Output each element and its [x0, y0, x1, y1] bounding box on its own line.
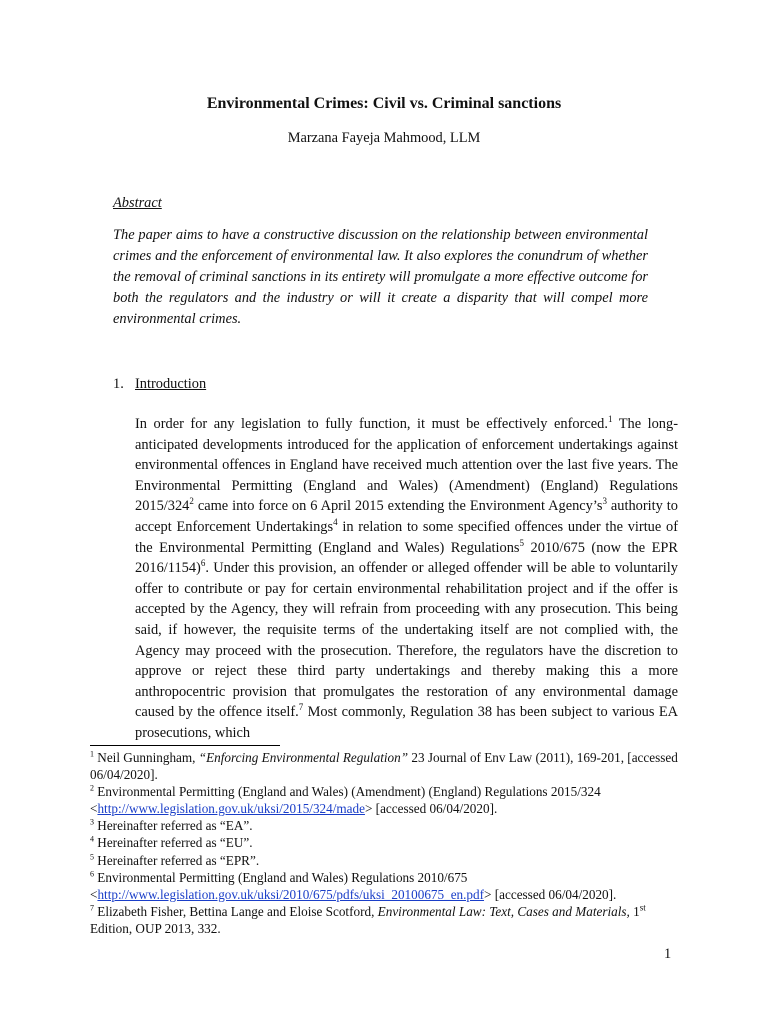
body-text-segment: Most commonly, Regulation 38 has been subject to various EA prosecutions, which [135, 704, 678, 741]
footnote-text: > [accessed 06/04/2020]. [484, 886, 617, 902]
footnote-text: Neil Gunningham, [94, 750, 199, 765]
introduction-paragraph [135, 414, 678, 744]
section-heading [113, 374, 206, 394]
ordinal-suffix: st [639, 902, 646, 913]
footnote-text: Hereinafter referred as “EA”. [94, 818, 253, 834]
footnote-mark: 6 [90, 869, 94, 879]
footnote-link[interactable]: http://www.legislation.gov.uk/uksi/2015/324/made [97, 801, 365, 817]
footnote-ref[interactable]: 2 [189, 496, 194, 507]
footnote-mark: 1 [90, 749, 94, 759]
body-text-segment: came into force on 6 April 2015 extending the Environment Agency’s [193, 498, 603, 515]
body-text-segment: 2010/675 (now the EPR 2016/1154) [135, 539, 679, 577]
footnote-mark: 3 [90, 817, 94, 827]
abstract-text: The paper aims to have a constructive discussion on the relationship between environmental crimes and the enforcement of environmental law. It also explores the conundrum of whether the removal of criminal sanctions in its entirety will promulgate a more effective outcome for both the regulators and the industry or will it create a disparity that will compel more environmental crimes. [113, 227, 648, 327]
footnote-ref[interactable]: 3 [602, 496, 607, 507]
footnote-mark: 5 [90, 852, 94, 862]
footnote-ref[interactable]: 7 [298, 702, 304, 713]
page-number: 1 [664, 946, 672, 962]
footnote-2 [90, 783, 680, 817]
body-text-segment: The long-anticipated developments introduced for the application of enforcement undertakings against environmental offences in England have received much attention over the last five years. The Environmental Permitting (England and Wales) (Amendment) (England) Regulations 2015/324 [135, 416, 678, 515]
footnotes [90, 749, 680, 937]
footnote-5 [90, 852, 680, 869]
section-title: Introduction [135, 376, 207, 392]
footnote-3 [90, 817, 680, 834]
paper-title: Environmental Crimes: Civil vs. Criminal sanctions [206, 95, 562, 112]
footnote-ref[interactable]: 1 [607, 414, 613, 425]
body-text-segment: In order for any legislation to fully function, it must be effectively enforced. [135, 416, 608, 432]
footnote-mark: 4 [90, 835, 94, 845]
footnote-ref[interactable]: 5 [519, 537, 525, 548]
footnote-text: Environmental Permitting (England and Wales) Regulations 2010/675 < [90, 869, 468, 902]
footnote-ref[interactable]: 4 [333, 517, 338, 528]
footnote-text: Hereinafter referred as “EU”. [94, 835, 253, 851]
body-text-segment: authority to accept Enforcement Undertakings [135, 498, 678, 535]
footnote-text: Edition, OUP 2013, 332. [90, 920, 221, 936]
footnote-ref[interactable]: 6 [200, 558, 206, 569]
author-line: Marzana Fayeja Mahmood, LLM [287, 130, 481, 146]
footnote-4 [90, 834, 680, 851]
footnote-separator [90, 745, 280, 746]
body-text-segment: in relation to some specified offences under the virtue of the Environmental Permitting (England and Wales) Regulations [135, 518, 678, 556]
footnote-text: Elizabeth Fisher, Bettina Lange and Eloise Scotford, [94, 903, 378, 919]
footnote-text: 23 Journal of Env Law (2011), 169-201, [accessed 06/04/2020]. [90, 750, 678, 783]
body-text-segment: . Under this provision, an offender or alleged offender will be able to voluntarily offer to contribute or pay for certain environmental rehabilitation project and if the offer is accepted by the Agency, they will refrain from proceeding with any prosecution. This being said, if however, the requisite terms of the undertaking itself are not complied with, the Agency may proceed with the prosecution. Therefore, the regulators have the discretion to approve or reject these third party undertakings and thereby making this a more anthropocentric provision that promulgates the restoration of any environmental damage caused by the offence itself. [135, 560, 678, 721]
section-number: 1. [113, 376, 124, 392]
footnote-link[interactable]: http://www.legislation.gov.uk/uksi/2010/675/pdfs/uksi_20100675_en.pdf [97, 886, 485, 902]
footnote-mark: 2 [90, 783, 94, 793]
footnote-6 [90, 869, 680, 903]
footnote-mark: 7 [90, 903, 94, 913]
abstract-heading: Abstract [113, 195, 162, 211]
footnote-text: 1 [629, 903, 640, 919]
footnote-text: Environmental Permitting (England and Wales) (Amendment) (England) Regulations 2015/324 < [90, 784, 601, 817]
footnote-7 [90, 903, 680, 937]
footnote-text: > [accessed 06/04/2020]. [364, 801, 498, 817]
footnote-1 [90, 749, 680, 783]
footnote-title: “Enforcing Environmental Regulation” [198, 750, 409, 765]
footnote-title: Environmental Law: Text, Cases and Materials, [377, 903, 630, 919]
footnote-text: Hereinafter referred as “EPR”. [94, 852, 260, 868]
